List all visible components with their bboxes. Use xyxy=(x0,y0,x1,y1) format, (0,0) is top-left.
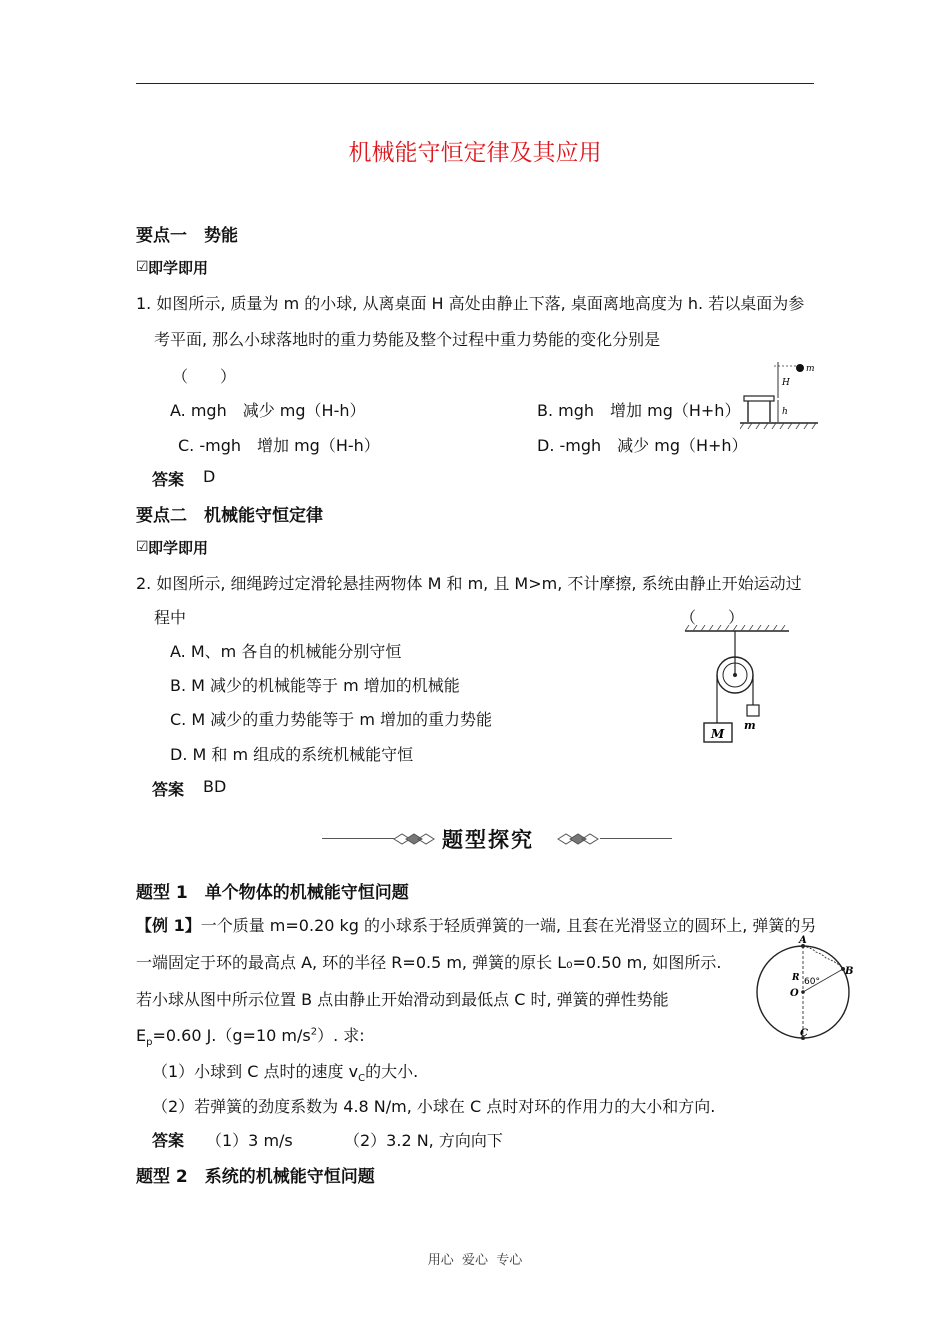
pulley-figure xyxy=(683,625,793,750)
q1-text-line2: 考平面, 那么小球落地时的重力势能及整个过程中重力势能的变化分别是 xyxy=(154,330,661,349)
fig3-label-r: R xyxy=(792,973,800,983)
banner-right-line xyxy=(600,838,672,839)
q2-blank: （ ） xyxy=(680,608,745,627)
fig1-label-big-h: H xyxy=(782,378,790,388)
fig2-label-big-m: M xyxy=(711,727,725,741)
q2-answer: BD xyxy=(203,777,227,796)
ep-symbol: E xyxy=(136,1026,147,1045)
banner-title: 题型探究 xyxy=(442,828,534,852)
q2-option-b: B. M 减少的机械能等于 m 增加的机械能 xyxy=(170,676,460,695)
ep-value: =0.60 J.（g=10 m/s xyxy=(152,1026,311,1045)
page-title: 机械能守恒定律及其应用 xyxy=(348,140,602,166)
type1-heading: 题型 1 单个物体的机械能守恒问题 xyxy=(136,883,409,903)
q1-option-d: D. -mgh 减少 mg（H+h） xyxy=(537,436,748,455)
q1-option-c: C. -mgh 增加 mg（H-h） xyxy=(178,436,380,455)
table-ball-figure xyxy=(740,358,820,438)
example1-line1-text: 一个质量 m=0.20 kg 的小球系于轻质弹簧的一端, 且套在光滑竖立的圆环上, 弹簧的另 xyxy=(200,916,817,935)
q1-option-a: A. mgh 减少 mg（H-h） xyxy=(170,401,366,420)
fig3-label-a: A xyxy=(799,935,807,946)
q1-post: 的大小. xyxy=(365,1062,419,1081)
section1-sub: 即学即用 xyxy=(148,259,209,277)
q2-text-line2: 程中 xyxy=(154,608,187,627)
ep-tail: ）. 求: xyxy=(317,1026,365,1045)
example1-line4 xyxy=(136,1023,365,1048)
page-footer: 用心 爱心 专心 xyxy=(427,1253,523,1268)
example1-answer-label: 答案 xyxy=(152,1131,185,1150)
example1-question1 xyxy=(152,1059,418,1084)
checkbox-icon: ☑ xyxy=(136,259,149,275)
q2-text-line1: 2. 如图所示, 细绳跨过定滑轮悬挂两物体 M 和 m, 且 M>m, 不计摩擦, 系统由静止开始运动过 xyxy=(136,574,802,593)
q1-pre: （1）小球到 C 点时的速度 v xyxy=(152,1062,359,1081)
section1-heading: 要点一 势能 xyxy=(136,226,238,246)
unit-superscript: 2 xyxy=(310,1026,318,1038)
checkbox-icon: ☑ xyxy=(136,539,149,555)
q2-option-c: C. M 减少的重力势能等于 m 增加的重力势能 xyxy=(170,710,492,729)
fig3-label-c: C xyxy=(800,1028,808,1039)
fig1-label-m: m xyxy=(806,364,815,374)
type2-heading: 题型 2 系统的机械能守恒问题 xyxy=(136,1167,375,1187)
section2-heading: 要点二 机械能守恒定律 xyxy=(136,506,323,526)
example1-question2: （2）若弹簧的劲度系数为 4.8 N/m, 小球在 C 点时对环的作用力的大小和方向. xyxy=(152,1097,716,1116)
example1-line3: 若小球从图中所示位置 B 点由静止开始滑动到最低点 C 时, 弹簧的弹性势能 xyxy=(136,990,669,1009)
q1-answer-label: 答案 xyxy=(152,470,185,489)
example1-label: 【例 1】 xyxy=(136,916,201,935)
example1-answer1: （1）3 m/s xyxy=(206,1131,293,1150)
fig3-label-angle: 60° xyxy=(804,977,820,987)
q1-option-b: B. mgh 增加 mg（H+h） xyxy=(537,401,741,420)
q2-answer-label: 答案 xyxy=(152,780,185,799)
q1-text-line1: 1. 如图所示, 质量为 m 的小球, 从离桌面 H 高处由静止下落, 桌面离地高度为 h. 若以桌面为参 xyxy=(136,294,805,313)
fig1-label-small-h: h xyxy=(782,407,788,417)
q2-option-a: A. M、m 各自的机械能分别守恒 xyxy=(170,642,402,661)
example1-line2: 一端固定于环的最高点 A, 环的半径 R=0.5 m, 弹簧的原长 L₀=0.50 m, 如图所示. xyxy=(136,953,722,972)
fig3-label-o: O xyxy=(790,988,799,999)
example1-answer2: （2）3.2 N, 方向向下 xyxy=(344,1131,503,1150)
banner-left-line xyxy=(322,838,394,839)
q1-blank: （ ） xyxy=(172,367,237,386)
q2-option-d: D. M 和 m 组成的系统机械能守恒 xyxy=(170,745,414,764)
example1-line1 xyxy=(136,913,816,936)
banner-left-ornament xyxy=(392,832,436,846)
vc-subscript: C xyxy=(358,1073,366,1085)
ep-subscript: p xyxy=(146,1037,153,1049)
banner-right-ornament xyxy=(556,832,600,846)
fig3-label-b: B xyxy=(845,966,854,977)
q1-answer: D xyxy=(203,467,216,486)
header-rule xyxy=(136,83,814,84)
ring-spring-figure xyxy=(752,932,858,1044)
section2-sub: 即学即用 xyxy=(148,539,209,557)
fig2-label-small-m: m xyxy=(744,719,756,732)
